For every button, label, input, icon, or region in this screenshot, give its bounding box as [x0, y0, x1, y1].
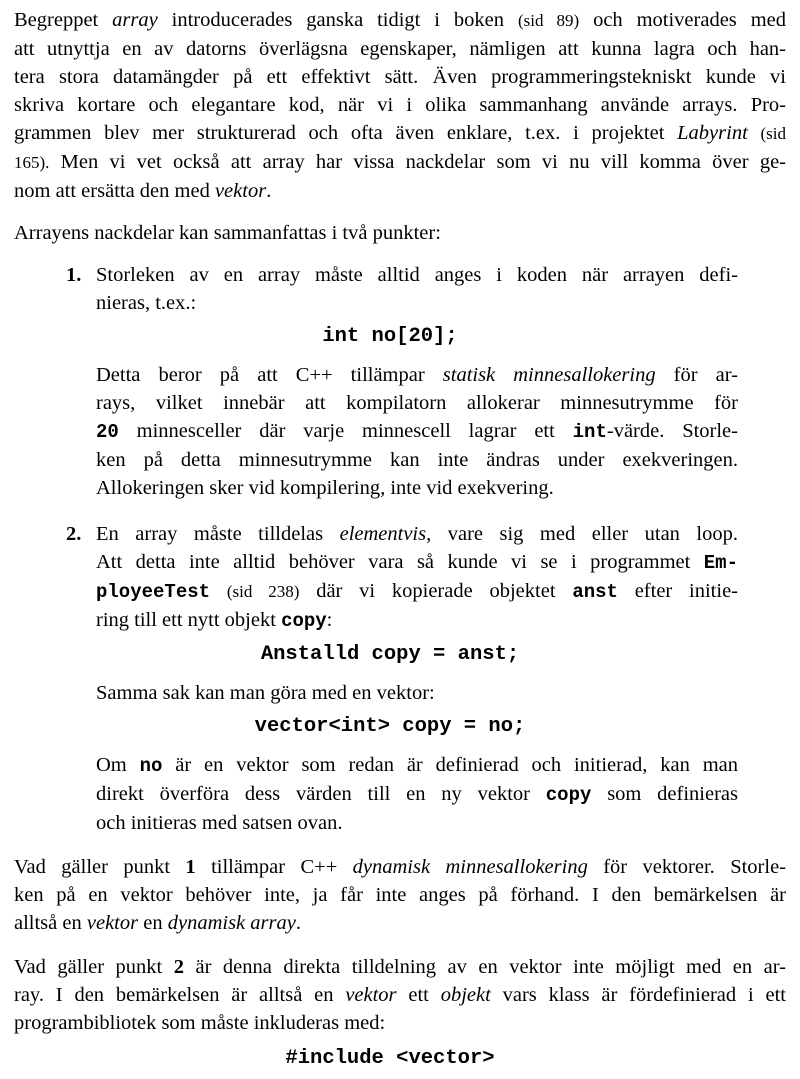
text-line	[96, 417, 738, 446]
text-line	[14, 953, 786, 981]
text-run: skriva kortare och elegantare kod, när vi i olika sammanhang använde arrays. Pro-	[14, 94, 786, 116]
text-run: 165).	[14, 153, 50, 172]
text-line	[96, 261, 738, 289]
text-run: (sid 238)	[226, 582, 300, 601]
text-run: Storleken av en array måste alltid anges i koden när arrayen defi-	[96, 264, 738, 286]
text-run: att utnyttja en av datorns överlägsna egenskaper, nämligen att kunna lagra och han-	[14, 38, 786, 60]
para-om-no	[96, 751, 786, 837]
para-samma-sak	[96, 679, 786, 707]
text-run: ken på en vektor behöver inte, ja får inte anges på förhand. I den bemärkelsen är	[14, 884, 786, 906]
text-run: Men vi vet också att array har vissa nackdelar som vi nu vill komma över ge-	[49, 151, 786, 173]
text-run: rays, vilket innebär att kompilatorn allokerar minnesutrymme för	[96, 392, 738, 414]
text-run: vektor	[345, 984, 397, 1006]
text-run: int	[572, 421, 607, 443]
para-nackdelar	[14, 219, 786, 247]
text-run: Labyrint	[677, 122, 748, 144]
text-run: som definieras	[591, 783, 738, 805]
text-line	[14, 91, 786, 119]
text-run: Samma sak kan man göra med en vektor:	[96, 682, 435, 704]
text-run: minnesceller där varje minnescell lagrar ett	[118, 420, 573, 442]
text-run: ken på detta minnesutrymme kan inte ändras under exekveringen.	[96, 449, 738, 471]
text-run	[210, 580, 227, 602]
text-run: vektor	[214, 180, 267, 202]
text-line	[96, 780, 738, 809]
text-run: är en vektor som redan är definierad och initierad, kan man	[162, 754, 739, 776]
text-run: ployeeTest	[96, 581, 211, 603]
text-run: Vad gäller punkt	[14, 856, 186, 878]
text-line	[14, 853, 786, 881]
list-item-2-text	[96, 520, 738, 635]
text-run: elementvis	[339, 523, 427, 545]
text-run: .	[295, 912, 301, 934]
text-run: copy	[545, 784, 592, 806]
text-run: objekt	[440, 984, 491, 1006]
text-line	[14, 63, 786, 91]
text-run: alltså en	[14, 912, 87, 934]
para-detta-beror	[96, 361, 786, 502]
list-item-1	[14, 261, 786, 317]
text-run: är denna direkta tilldelning av en vektor inte möjligt med en ar-	[183, 956, 786, 978]
text-line	[14, 177, 786, 205]
text-run: dynamisk array	[167, 912, 296, 934]
text-run: array	[112, 9, 158, 31]
text-run: Att detta inte alltid behöver vara så kunde vi se i programmet	[96, 551, 704, 573]
text-line	[14, 981, 786, 1009]
text-run: :	[326, 609, 333, 631]
text-run: statisk minnesallokering	[442, 364, 656, 386]
text-run: Begreppet	[14, 9, 113, 31]
text-run: En array måste tilldelas	[96, 523, 340, 545]
text-run: Detta beror på att C++ tillämpar	[96, 364, 443, 386]
text-run: tillämpar C++	[195, 856, 353, 878]
text-line	[14, 148, 786, 177]
text-line	[14, 6, 786, 35]
text-run: no	[139, 755, 163, 777]
text-run: (sid 89)	[517, 11, 580, 30]
text-run: en	[138, 912, 168, 934]
text-line	[96, 474, 738, 502]
text-run: nom att ersätta den med	[14, 180, 215, 202]
text-line	[14, 881, 786, 909]
list-number-1: 1.	[66, 264, 82, 286]
text-line	[96, 289, 738, 317]
text-line	[96, 679, 738, 707]
para-punkt-1	[14, 853, 786, 937]
text-run	[748, 122, 761, 144]
list-number-2: 2.	[66, 523, 82, 545]
para-punkt-2	[14, 953, 786, 1037]
text-run: (sid	[760, 124, 786, 143]
text-run: ray. I den bemärkelsen är alltså en	[14, 984, 346, 1006]
text-run: dynamisk minnesallokering	[352, 856, 588, 878]
text-run: för vektorer. Storle-	[587, 856, 786, 878]
text-line	[14, 35, 786, 63]
text-run: anst	[572, 581, 618, 603]
text-run: 1	[185, 856, 196, 878]
text-run: direkt överföra dess värden till en ny vektor	[96, 783, 546, 805]
text-run: Em-	[703, 552, 738, 574]
text-line	[96, 520, 738, 548]
text-run: Vad gäller punkt	[14, 956, 174, 978]
text-run: vektor	[86, 912, 139, 934]
text-line	[14, 909, 786, 937]
text-line	[96, 606, 738, 635]
text-line	[96, 389, 738, 417]
text-run: Om	[96, 754, 140, 776]
text-run: och initieras med satsen ovan.	[96, 812, 343, 834]
list-item-2	[14, 520, 786, 635]
text-run: vars klass är fördefinierad i ett	[490, 984, 786, 1006]
text-run: tera stora datamängder på ett effektivt sätt. Även programmeringstekniskt kunde vi	[14, 66, 786, 88]
text-run: 20	[96, 421, 119, 443]
text-run: för ar-	[655, 364, 738, 386]
text-run: copy	[281, 610, 327, 632]
text-run: , vare sig med eller utan loop.	[426, 523, 738, 545]
text-run: och motiverades med	[579, 9, 786, 31]
code-vector-copy: vector<int> copy = no;	[254, 715, 526, 738]
code-include-vector: #include <vector>	[285, 1047, 495, 1070]
text-line	[96, 446, 738, 474]
text-run: -värde. Storle-	[606, 420, 738, 442]
text-line	[14, 119, 786, 148]
para-intro	[14, 6, 786, 205]
text-line	[14, 219, 786, 247]
text-line	[96, 577, 738, 606]
text-run: Allokeringen sker vid kompilering, inte vid exekvering.	[96, 477, 554, 499]
text-line	[14, 1009, 786, 1037]
list-item-1-text	[96, 261, 738, 317]
text-run: nieras, t.ex.:	[96, 292, 197, 314]
text-run: Arrayens nackdelar kan sammanfattas i två punkter:	[14, 222, 441, 244]
text-line	[96, 809, 738, 837]
code-int-no: int no[20];	[322, 325, 458, 348]
text-run: 2	[173, 956, 184, 978]
text-line	[96, 548, 738, 577]
text-run: där vi kopierade objektet	[299, 580, 573, 602]
code-anstalld-copy: Anstalld copy = anst;	[260, 643, 520, 666]
text-run: grammen blev mer strukturerad och ofta även enklare, t.ex. i projektet	[14, 122, 678, 144]
text-run: programbibliotek som måste inkluderas med:	[14, 1012, 386, 1034]
text-run: ett	[396, 984, 441, 1006]
text-run: introducerades ganska tidigt i boken	[157, 9, 518, 31]
text-run: ring till ett nytt objekt	[96, 609, 282, 631]
text-line	[96, 361, 738, 389]
text-run: .	[266, 180, 272, 202]
text-line	[96, 751, 738, 780]
text-run: efter initie-	[617, 580, 738, 602]
